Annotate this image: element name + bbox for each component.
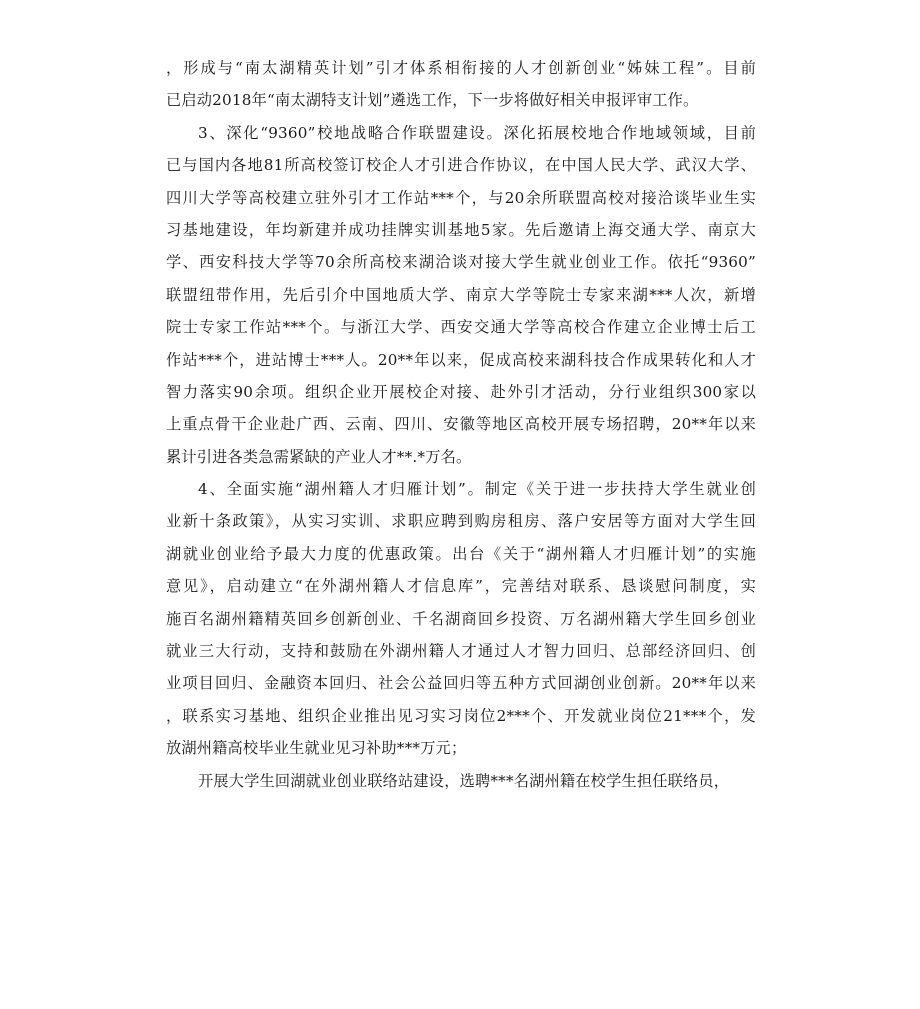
paragraph — [166, 473, 756, 765]
text-line: 业新十条政策》，从实习实训、求职应聘到购房租房、落户安居等方面对大学生回 — [166, 512, 756, 531]
text-line: ，形成与“南太湖精英计划”引才体系相衔接的人才创新创业“姊妹工程”。目前 — [166, 59, 756, 77]
text-line: 学、西安科技大学等70余所高校来湖洽谈对接大学生就业创业工作。依托“9360” — [166, 253, 756, 272]
paragraph — [166, 765, 756, 797]
text-line: 已启动2018年“南太湖特支计划”遴选工作，下一步将做好相关申报评审工作。 — [166, 91, 699, 110]
text-line: 业项目回归、金融资本回归、社会公益回归等五种方式回湖创业创新。20**年以来 — [166, 674, 756, 693]
text-line: 已与国内各地81所高校签订校企人才引进合作协议，在中国人民大学、武汉大学、 — [166, 156, 756, 175]
text-line: 放湖州籍高校毕业生就业见习补助***万元； — [166, 739, 467, 758]
text-line: 湖就业创业给予最大力度的优惠政策。出台《关于“湖州籍人才归雁计划”的实施 — [166, 544, 756, 563]
text-line: 4、全面实施“湖州籍人才归雁计划”。制定《关于进一步扶持大学生就业创 — [198, 480, 756, 499]
text-line: 上重点骨干企业赴广西、云南、四川、安徽等地区高校开展专场招聘，20**年以来 — [166, 415, 756, 434]
text-line: 开展大学生回湖就业创业联络站建设，选聘***名湖州籍在校学生担任联络员， — [198, 771, 730, 790]
text-line: 作站***个，进站博士***人。20**年以来，促成高校来湖科技合作成果转化和人才 — [166, 350, 756, 369]
paragraph — [166, 52, 756, 117]
text-line: 累计引进各类急需紧缺的产业人才**.*万名。 — [166, 447, 472, 466]
text-line: ，联系实习基地、组织企业推出见习实习岗位2***个、开发就业岗位21***个，发 — [166, 706, 756, 725]
text-line: 智力落实90余项。组织企业开展校企对接、赴外引才活动，分行业组织300家以 — [166, 382, 756, 401]
text-line: 四川大学等高校建立驻外引才工作站***个，与20余所联盟高校对接洽谈毕业生实 — [166, 188, 756, 207]
text-line: 意见》，启动建立“在外湖州籍人才信息库”，完善结对联系、恳谈慰问制度，实 — [166, 577, 756, 596]
paragraph — [166, 117, 756, 473]
text-line: 施百名湖州籍精英回乡创新创业、千名湖商回乡投资、万名湖州籍大学生回乡创业 — [166, 609, 756, 628]
text-line: 习基地建设，年均新建并成功挂牌实训基地5家。先后邀请上海交通大学、南京大 — [166, 220, 756, 239]
text-line: 院士专家工作站***个。与浙江大学、西安交通大学等高校合作建立企业博士后工 — [166, 318, 756, 337]
text-line: 就业三大行动，支持和鼓励在外湖州籍人才通过人才智力回归、总部经济回归、创 — [166, 642, 756, 661]
text-line: 3、深化“9360”校地战略合作联盟建设。深化拓展校地合作地域领域，目前 — [198, 123, 756, 142]
document-page — [166, 52, 756, 797]
text-line: 联盟纽带作用，先后引介中国地质大学、南京大学等院士专家来湖***人次，新增 — [166, 285, 756, 304]
